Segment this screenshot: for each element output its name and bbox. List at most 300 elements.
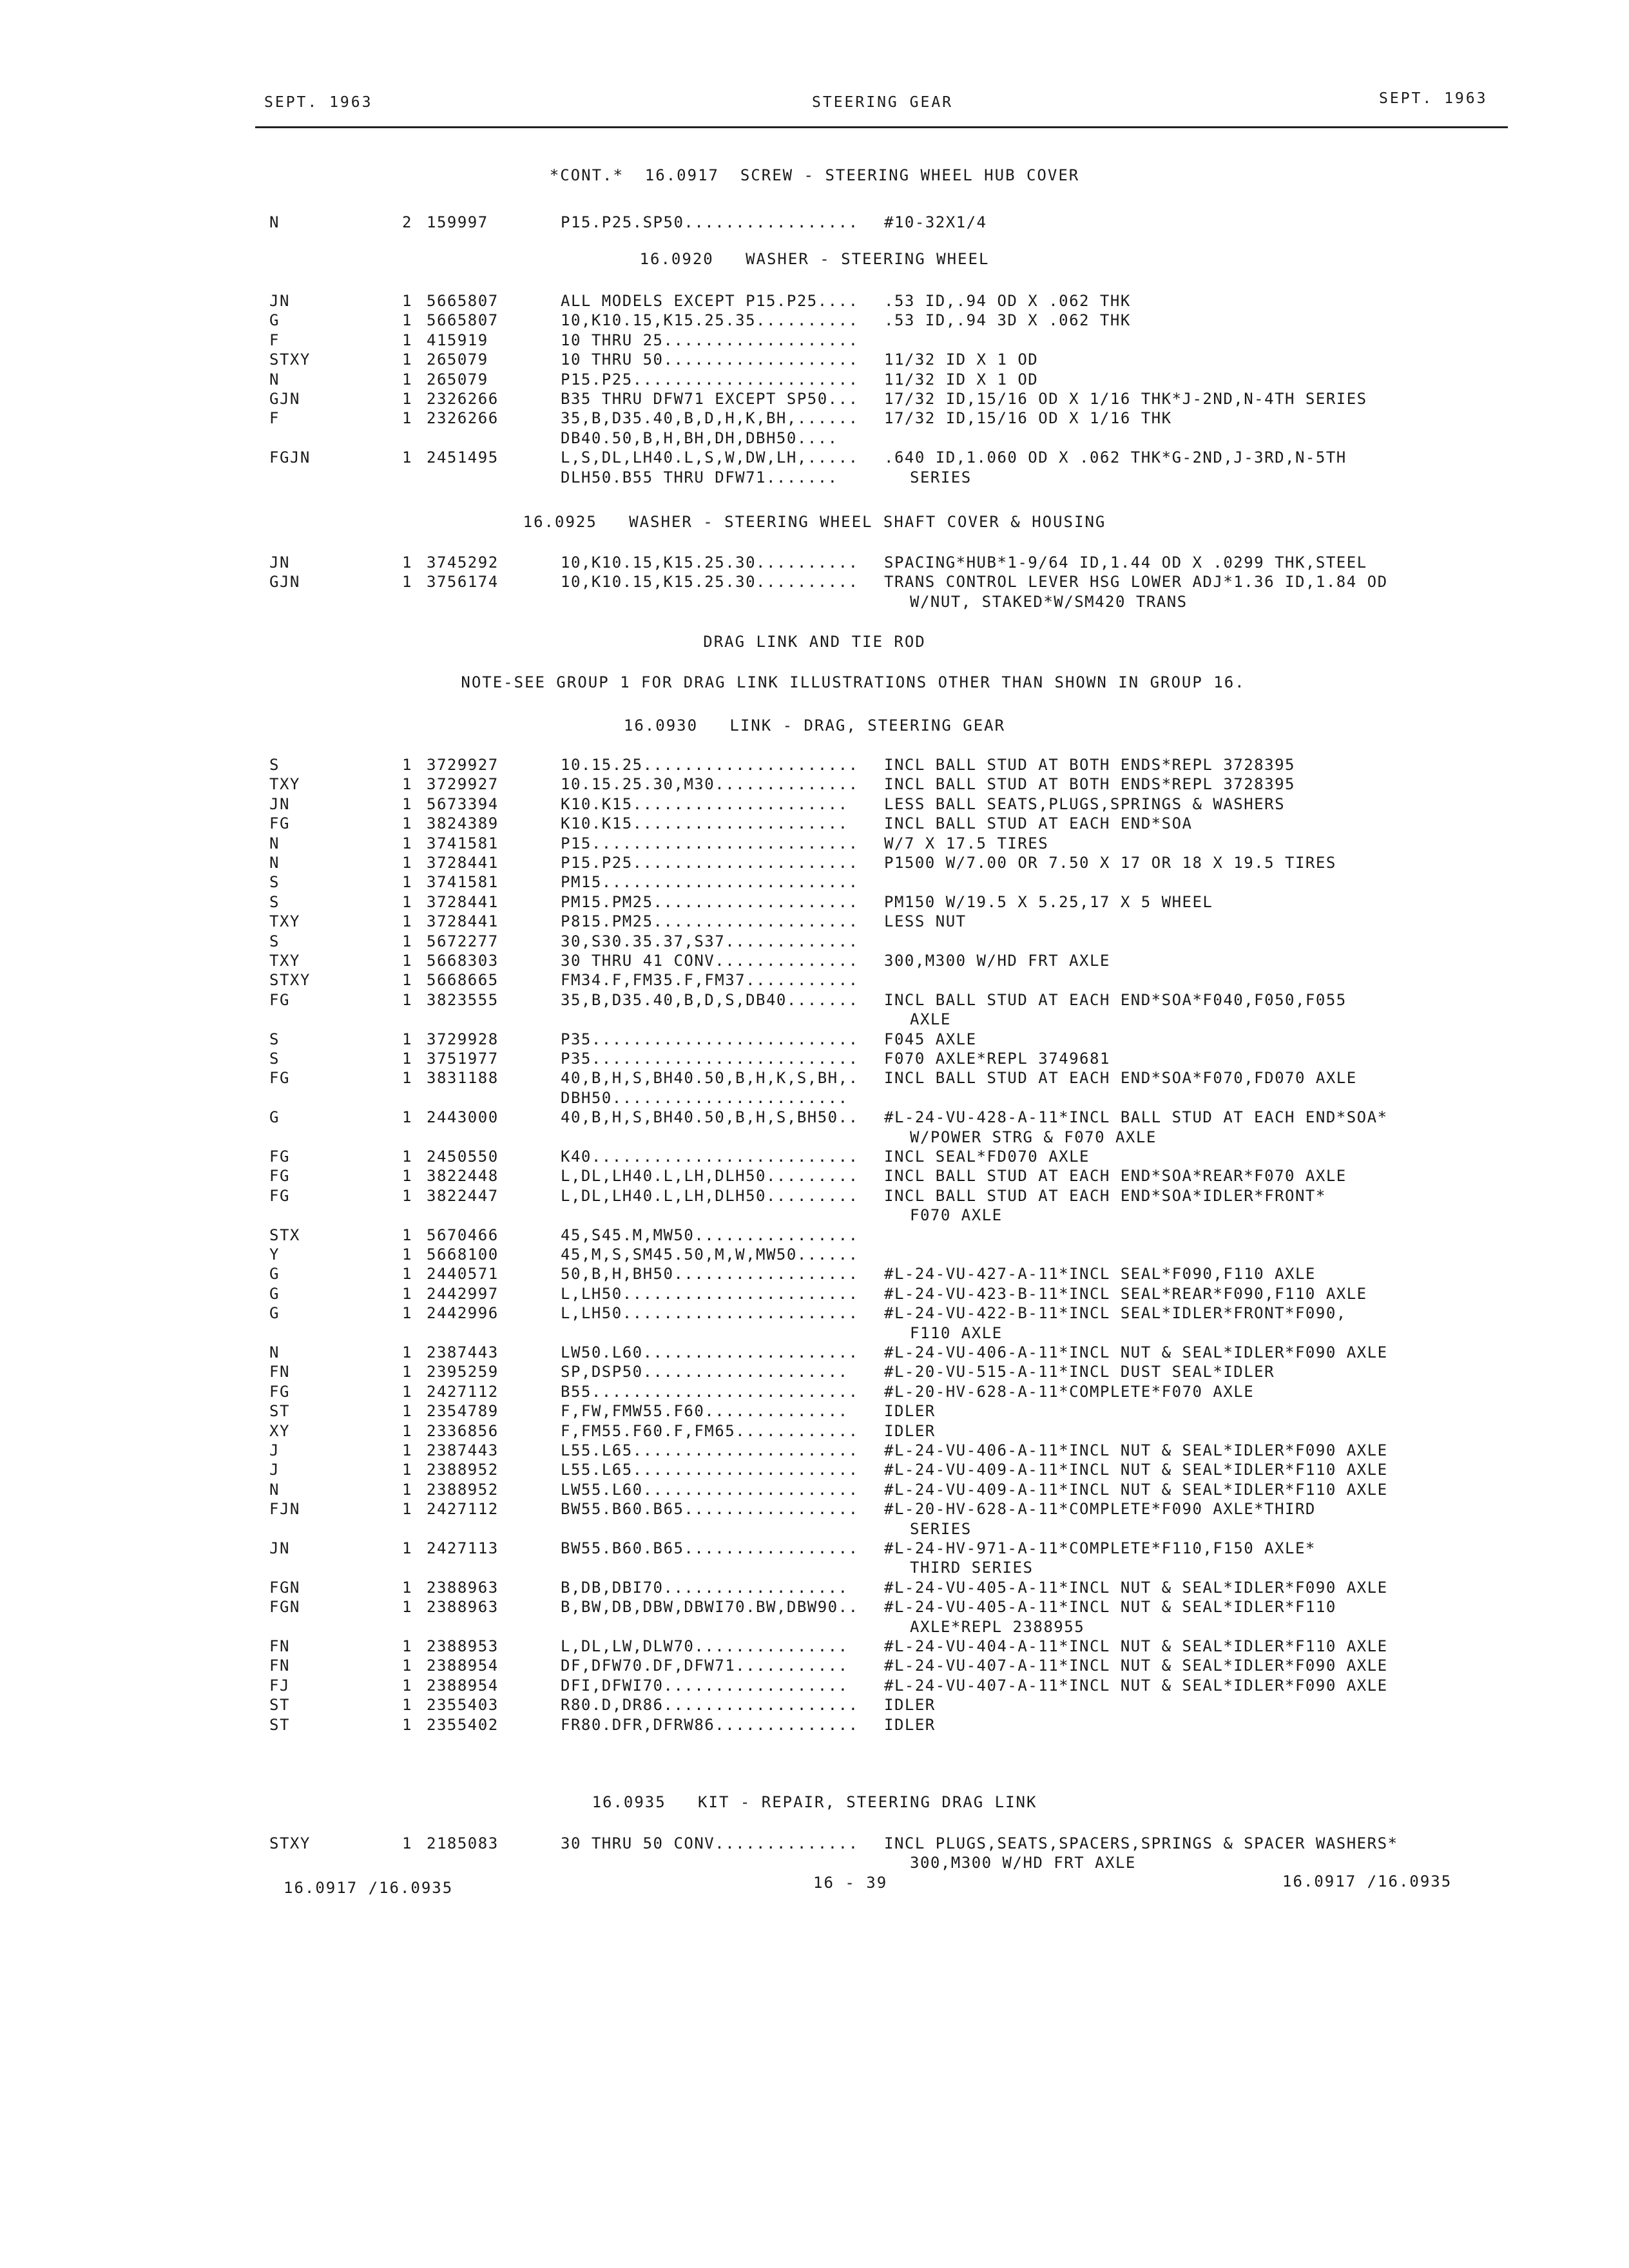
model-range: F,FM55.F60.F,FM65............	[561, 1421, 859, 1440]
table-row	[0, 572, 1629, 591]
quantity: 1	[402, 1715, 412, 1734]
header-title: STEERING GEAR	[812, 94, 954, 111]
description: #L-20-HV-628-A-11*COMPLETE*F090 AXLE*THIRD	[884, 1500, 1316, 1519]
table-row	[0, 990, 1629, 1010]
model-range: 45,S45.M,MW50................	[561, 1225, 859, 1244]
table-row	[0, 370, 1629, 389]
part-number: 2443000	[427, 1108, 499, 1127]
table-row	[0, 892, 1629, 912]
description: #L-24-VU-409-A-11*INCL NUT & SEAL*IDLER*F110 AXLE	[884, 1480, 1388, 1499]
part-number: 3728441	[427, 892, 499, 911]
description: #L-24-VU-404-A-11*INCL NUT & SEAL*IDLER*F110 AXLE	[884, 1637, 1388, 1655]
quantity: 1	[402, 1637, 412, 1655]
part-number: 2442997	[427, 1284, 499, 1303]
model-code: N	[269, 854, 280, 872]
table-row-continuation	[0, 1617, 1629, 1637]
model-range: LW50.L60.....................	[561, 1343, 859, 1361]
table-row	[0, 970, 1629, 990]
quantity: 1	[402, 1598, 412, 1617]
model-code: G	[269, 311, 280, 330]
model-code: N	[269, 834, 280, 852]
model-range: 40,B,H,S,BH40.50,B,H,K,S,BH,.	[561, 1069, 859, 1088]
table-row	[0, 814, 1629, 833]
quantity: 1	[402, 1539, 412, 1557]
quantity: 1	[402, 1363, 412, 1381]
model-range: PM15.........................	[561, 873, 859, 892]
table-row	[0, 774, 1629, 794]
model-range: 10.15.25.....................	[561, 756, 859, 774]
quantity: 1	[402, 794, 412, 813]
quantity: 1	[402, 351, 412, 369]
quantity: 1	[402, 1421, 412, 1440]
quantity: 1	[402, 1108, 412, 1127]
model-range: P35..........................	[561, 1030, 859, 1048]
description: .53 ID,.94 OD X .062 THK	[884, 292, 1131, 310]
part-number: 3729928	[427, 1030, 499, 1048]
model-range: P35..........................	[561, 1050, 859, 1068]
table-row	[0, 1068, 1629, 1088]
model-range: P15.P25......................	[561, 854, 859, 872]
header-rule	[255, 126, 1508, 128]
description: #L-24-VU-406-A-11*INCL NUT & SEAL*IDLER*F090 AXLE	[884, 1441, 1388, 1459]
model-range: B35 THRU DFW71 EXCEPT SP50...	[561, 390, 859, 408]
quantity: 1	[402, 390, 412, 408]
description: #L-24-HV-971-A-11*COMPLETE*F110,F150 AXLE*	[884, 1539, 1316, 1557]
table-row-continuation	[0, 1323, 1629, 1343]
part-number: 2450550	[427, 1148, 499, 1166]
model-code: FG	[269, 1186, 290, 1205]
model-range: P15.P25.SP50.................	[561, 213, 859, 231]
quantity: 1	[402, 331, 412, 349]
model-range: 35,B,D35.40,B,D,S,DB40.......	[561, 990, 859, 1009]
table-row	[0, 408, 1629, 428]
description-continued: AXLE	[910, 1010, 951, 1029]
quantity: 1	[402, 292, 412, 310]
description: LESS BALL SEATS,PLUGS,SPRINGS & WASHERS	[884, 794, 1286, 813]
section-title: 16.0935 KIT - REPAIR, STEERING DRAG LINK	[592, 1793, 1037, 1811]
table-row-continuation	[0, 468, 1629, 487]
part-number: 2427113	[427, 1539, 499, 1557]
table-row	[0, 1186, 1629, 1206]
model-code: FJ	[269, 1676, 290, 1695]
quantity: 1	[402, 1402, 412, 1421]
table-row	[0, 872, 1629, 892]
description-continued: F070 AXLE	[910, 1206, 1003, 1225]
model-code: J	[269, 1461, 280, 1479]
model-code: FG	[269, 1167, 290, 1186]
part-number: 2395259	[427, 1363, 499, 1381]
table-row-continuation	[0, 1128, 1629, 1147]
table-row	[0, 1147, 1629, 1166]
description: P1500 W/7.00 OR 7.50 X 17 OR 18 X 19.5 TIRES	[884, 854, 1336, 872]
table-row	[0, 853, 1629, 872]
model-range: BW55.B60.B65.................	[561, 1500, 859, 1519]
model-code: ST	[269, 1715, 290, 1734]
table-row	[0, 1264, 1629, 1283]
description: INCL SEAL*FD070 AXLE	[884, 1148, 1090, 1166]
model-range: L,DL,LH40.L,LH,DLH50.........	[561, 1186, 859, 1205]
section-title: *CONT.* 16.0917 SCREW - STEERING WHEEL HUB COVER	[549, 166, 1080, 184]
table-row	[0, 755, 1629, 774]
quantity: 1	[402, 1461, 412, 1479]
part-number: 3728441	[427, 854, 499, 872]
model-code: S	[269, 1030, 280, 1048]
model-code: STXY	[269, 971, 311, 990]
quantity: 1	[402, 775, 412, 794]
description: IDLER	[884, 1402, 936, 1421]
model-code: S	[269, 932, 280, 950]
table-row	[0, 1499, 1629, 1519]
quantity: 1	[402, 1696, 412, 1715]
part-number: 2336856	[427, 1421, 499, 1440]
quantity: 1	[402, 1343, 412, 1361]
table-row	[0, 1284, 1629, 1303]
description: #L-24-VU-407-A-11*INCL NUT & SEAL*IDLER*F090 AXLE	[884, 1676, 1388, 1695]
table-row	[0, 1030, 1629, 1049]
table-row-continuation	[0, 1558, 1629, 1577]
quantity: 1	[402, 834, 412, 852]
quantity: 1	[402, 1834, 412, 1852]
table-row	[0, 1695, 1629, 1715]
description: INCL BALL STUD AT EACH END*SOA	[884, 814, 1193, 833]
model-code: TXY	[269, 912, 300, 931]
table-row	[0, 1362, 1629, 1381]
model-range-continued: DLH50.B55 THRU DFW71.......	[561, 468, 838, 486]
part-number: 415919	[427, 331, 488, 349]
model-code: FN	[269, 1363, 290, 1381]
part-number: 3823555	[427, 990, 499, 1009]
description: #L-24-VU-405-A-11*INCL NUT & SEAL*IDLER*F090 AXLE	[884, 1578, 1388, 1597]
part-number: 2388952	[427, 1480, 499, 1499]
quantity: 1	[402, 1578, 412, 1597]
part-number: 3824389	[427, 814, 499, 833]
model-range: 35,B,D35.40,B,D,H,K,BH,......	[561, 409, 859, 428]
part-number: 3741581	[427, 873, 499, 892]
section-title: 16.0930 LINK - DRAG, STEERING GEAR	[623, 716, 1006, 735]
table-row-continuation	[0, 1010, 1629, 1029]
model-code: XY	[269, 1421, 290, 1440]
description: IDLER	[884, 1421, 936, 1440]
table-row	[0, 1578, 1629, 1597]
model-range: L,DL,LH40.L,LH,DLH50.........	[561, 1167, 859, 1186]
model-code: FN	[269, 1657, 290, 1675]
table-row	[0, 1539, 1629, 1558]
model-code: FN	[269, 1637, 290, 1655]
model-code: F	[269, 331, 280, 349]
description: F045 AXLE	[884, 1030, 977, 1048]
model-code: S	[269, 1050, 280, 1068]
description-continued: SERIES	[910, 468, 972, 486]
part-number: 5670466	[427, 1225, 499, 1244]
table-row	[0, 932, 1629, 951]
table-row	[0, 1421, 1629, 1441]
model-range: 40,B,H,S,BH40.50,B,H,S,BH50..	[561, 1108, 859, 1127]
model-code: FGJN	[269, 448, 311, 467]
footer-range-right: 16.0917 /16.0935	[1282, 1872, 1452, 1890]
model-range: 10,K10.15,K15.25.30..........	[561, 553, 859, 572]
section-title: 16.0920 WASHER - STEERING WHEEL	[639, 250, 990, 268]
description: TRANS CONTROL LEVER HSG LOWER ADJ*1.36 ID,1.84 OD	[884, 573, 1388, 591]
description: 300,M300 W/HD FRT AXLE	[884, 952, 1110, 970]
quantity: 1	[402, 1225, 412, 1244]
table-row-continuation	[0, 1853, 1629, 1872]
model-range: DF,DFW70.DF,DFW71...........	[561, 1657, 849, 1675]
part-number: 2326266	[427, 390, 499, 408]
model-range: B,DB,DBI70..................	[561, 1578, 849, 1597]
part-number: 2388963	[427, 1578, 499, 1597]
description: #L-20-HV-628-A-11*COMPLETE*F070 AXLE	[884, 1382, 1255, 1401]
page-number: 16 - 39	[813, 1874, 888, 1892]
table-row	[0, 951, 1629, 970]
table-row-continuation	[0, 1519, 1629, 1539]
model-range: L55.L65......................	[561, 1441, 859, 1459]
part-number: 3745292	[427, 553, 499, 572]
quantity: 1	[402, 553, 412, 572]
model-range: P15.P25......................	[561, 370, 859, 389]
section-title: DRAG LINK AND TIE ROD	[703, 633, 926, 651]
part-number: 2451495	[427, 448, 499, 467]
quantity: 1	[402, 1069, 412, 1088]
model-code: G	[269, 1284, 280, 1303]
part-number: 2427112	[427, 1382, 499, 1401]
quantity: 1	[402, 1676, 412, 1695]
table-row	[0, 794, 1629, 814]
table-row	[0, 1460, 1629, 1479]
table-row	[0, 1715, 1629, 1735]
part-number: 265079	[427, 351, 488, 369]
quantity: 1	[402, 932, 412, 950]
part-number: 2355402	[427, 1715, 499, 1734]
part-number: 2388953	[427, 1637, 499, 1655]
table-row	[0, 1225, 1629, 1245]
table-row	[0, 389, 1629, 408]
model-range: L,S,DL,LH40.L,S,W,DW,LH,.....	[561, 448, 859, 467]
model-code: FG	[269, 814, 290, 833]
part-number: 3728441	[427, 912, 499, 931]
model-code: G	[269, 1265, 280, 1283]
model-range: K10.K15.....................	[561, 814, 849, 833]
table-row	[0, 1049, 1629, 1068]
quantity: 1	[402, 311, 412, 330]
quantity: 1	[402, 1382, 412, 1401]
part-number: 5668303	[427, 952, 499, 970]
model-range: B,BW,DB,DBW,DBWI70.BW,DBW90..	[561, 1598, 859, 1617]
description: INCL BALL STUD AT BOTH ENDS*REPL 3728395	[884, 756, 1295, 774]
table-row	[0, 1597, 1629, 1617]
model-code: G	[269, 1304, 280, 1323]
model-code: FGN	[269, 1598, 300, 1617]
description: INCL BALL STUD AT BOTH ENDS*REPL 3728395	[884, 775, 1295, 794]
description: #L-20-VU-515-A-11*INCL DUST SEAL*IDLER	[884, 1363, 1275, 1381]
part-number: 3751977	[427, 1050, 499, 1068]
description-continued: W/POWER STRG & F070 AXLE	[910, 1128, 1157, 1146]
quantity: 1	[402, 1480, 412, 1499]
quantity: 1	[402, 1284, 412, 1303]
description: INCL BALL STUD AT EACH END*SOA*IDLER*FRONT*	[884, 1186, 1326, 1205]
model-code: S	[269, 873, 280, 892]
part-number: 2387443	[427, 1441, 499, 1459]
description-continued: THIRD SERIES	[910, 1559, 1034, 1577]
table-row	[0, 1166, 1629, 1186]
table-row	[0, 912, 1629, 931]
table-row	[0, 213, 1629, 232]
header-date-left: SEPT. 1963	[264, 94, 373, 111]
model-code: N	[269, 1343, 280, 1361]
table-row	[0, 350, 1629, 369]
model-range: P815.PM25....................	[561, 912, 859, 931]
model-range: 30 THRU 50 CONV..............	[561, 1834, 859, 1852]
model-code: JN	[269, 292, 290, 310]
model-code: S	[269, 892, 280, 911]
model-code: ST	[269, 1696, 290, 1715]
description-continued: AXLE*REPL 2388955	[910, 1617, 1085, 1636]
model-range: 10,K10.15,K15.25.30..........	[561, 573, 859, 591]
model-range: BW55.B60.B65.................	[561, 1539, 859, 1557]
model-range: PM15.PM25....................	[561, 892, 859, 911]
description-continued: F110 AXLE	[910, 1323, 1003, 1342]
part-number: 2440571	[427, 1265, 499, 1283]
model-code: F	[269, 409, 280, 428]
model-code: FG	[269, 990, 290, 1009]
quantity: 1	[402, 756, 412, 774]
model-range: B55..........................	[561, 1382, 859, 1401]
model-code: N	[269, 370, 280, 389]
quantity: 1	[402, 1050, 412, 1068]
model-code: GJN	[269, 573, 300, 591]
quantity: 1	[402, 573, 412, 591]
quantity: 1	[402, 1186, 412, 1205]
part-number: 3729927	[427, 756, 499, 774]
model-code: J	[269, 1441, 280, 1459]
quantity: 1	[402, 409, 412, 428]
quantity: 1	[402, 1304, 412, 1323]
description: #10-32X1/4	[884, 213, 987, 231]
model-code: JN	[269, 1539, 290, 1557]
part-number: 159997	[427, 213, 488, 231]
table-row-continuation	[0, 428, 1629, 448]
part-number: 2427112	[427, 1500, 499, 1519]
table-row	[0, 1303, 1629, 1323]
table-row-continuation	[0, 1206, 1629, 1225]
part-number: 3831188	[427, 1069, 499, 1088]
description: 17/32 ID,15/16 OD X 1/16 THK	[884, 409, 1172, 428]
quantity: 1	[402, 1148, 412, 1166]
table-row-continuation	[0, 592, 1629, 611]
table-row	[0, 834, 1629, 853]
part-number: 2388954	[427, 1657, 499, 1675]
model-code: FG	[269, 1069, 290, 1088]
model-range: L55.L65......................	[561, 1461, 859, 1479]
model-code: TXY	[269, 775, 300, 794]
model-code: STXY	[269, 351, 311, 369]
quantity: 1	[402, 1500, 412, 1519]
part-number: 265079	[427, 370, 488, 389]
quantity: 1	[402, 952, 412, 970]
part-number: 3756174	[427, 573, 499, 591]
part-number: 2388963	[427, 1598, 499, 1617]
model-range: L,DL,LW,DLW70...............	[561, 1637, 849, 1655]
description: #L-24-VU-405-A-11*INCL NUT & SEAL*IDLER*F110	[884, 1598, 1336, 1617]
description: LESS NUT	[884, 912, 967, 931]
model-code: STX	[269, 1225, 300, 1244]
model-code: TXY	[269, 952, 300, 970]
part-number: 5665807	[427, 311, 499, 330]
table-row	[0, 1441, 1629, 1460]
model-code: N	[269, 1480, 280, 1499]
model-range: LW55.L60.....................	[561, 1480, 859, 1499]
model-range: 10,K10.15,K15.25.35..........	[561, 311, 859, 330]
part-number: 5665807	[427, 292, 499, 310]
description: SPACING*HUB*1-9/64 ID,1.44 OD X .0299 THK,STEEL	[884, 553, 1367, 572]
quantity: 1	[402, 971, 412, 990]
model-range: 30,S30.35.37,S37.............	[561, 932, 859, 950]
quantity: 1	[402, 1657, 412, 1675]
table-row	[0, 291, 1629, 311]
model-range-continued: DBH50.......................	[561, 1088, 849, 1107]
table-row	[0, 1834, 1629, 1853]
model-range: FR80.DFR,DFRW86..............	[561, 1715, 859, 1734]
quantity: 1	[402, 814, 412, 833]
part-number: 2354789	[427, 1402, 499, 1421]
quantity: 1	[402, 892, 412, 911]
model-code: FGN	[269, 1578, 300, 1597]
quantity: 1	[402, 873, 412, 892]
table-row	[0, 331, 1629, 350]
description: F070 AXLE*REPL 3749681	[884, 1050, 1110, 1068]
model-range: 45,M,S,SM45.50,M,W,MW50......	[561, 1245, 859, 1264]
description-continued: SERIES	[910, 1519, 972, 1538]
description: W/7 X 17.5 TIRES	[884, 834, 1049, 852]
model-range: 10 THRU 50...................	[561, 351, 859, 369]
quantity: 1	[402, 1167, 412, 1186]
table-row	[0, 1401, 1629, 1421]
table-row-continuation	[0, 1088, 1629, 1108]
description: .640 ID,1.060 OD X .062 THK*G-2ND,J-3RD,N-5TH	[884, 448, 1347, 467]
part-number: 5668665	[427, 971, 499, 990]
table-row	[0, 448, 1629, 467]
part-number: 2388954	[427, 1676, 499, 1695]
quantity: 1	[402, 912, 412, 931]
part-number: 5668100	[427, 1245, 499, 1264]
description: .53 ID,.94 3D X .062 THK	[884, 311, 1131, 330]
part-number: 3741581	[427, 834, 499, 852]
description-continued: 300,M300 W/HD FRT AXLE	[910, 1854, 1136, 1872]
header-date-right: SEPT. 1963	[1379, 90, 1488, 107]
model-code: ST	[269, 1402, 290, 1421]
table-row	[0, 1656, 1629, 1675]
model-range-continued: DB40.50,B,H,BH,DH,DBH50....	[561, 428, 838, 447]
model-code: FJN	[269, 1500, 300, 1519]
model-code: Y	[269, 1245, 280, 1264]
model-range: L,LH50.......................	[561, 1284, 859, 1303]
part-number: 3729927	[427, 775, 499, 794]
description: INCL BALL STUD AT EACH END*SOA*F070,FD070 AXLE	[884, 1069, 1357, 1088]
part-number: 3822448	[427, 1167, 499, 1186]
part-number: 2442996	[427, 1304, 499, 1323]
model-range: P15..........................	[561, 834, 859, 852]
table-row	[0, 553, 1629, 572]
model-code: JN	[269, 553, 290, 572]
quantity: 1	[402, 1441, 412, 1459]
model-range: ALL MODELS EXCEPT P15.P25....	[561, 292, 859, 310]
description: #L-24-VU-427-A-11*INCL SEAL*F090,F110 AXLE	[884, 1265, 1316, 1283]
description-continued: W/NUT, STAKED*W/SM420 TRANS	[910, 592, 1188, 611]
description: #L-24-VU-406-A-11*INCL NUT & SEAL*IDLER*F090 AXLE	[884, 1343, 1388, 1361]
part-number: 5673394	[427, 794, 499, 813]
model-code: N	[269, 213, 280, 231]
model-code: GJN	[269, 390, 300, 408]
part-number: 2326266	[427, 409, 499, 428]
